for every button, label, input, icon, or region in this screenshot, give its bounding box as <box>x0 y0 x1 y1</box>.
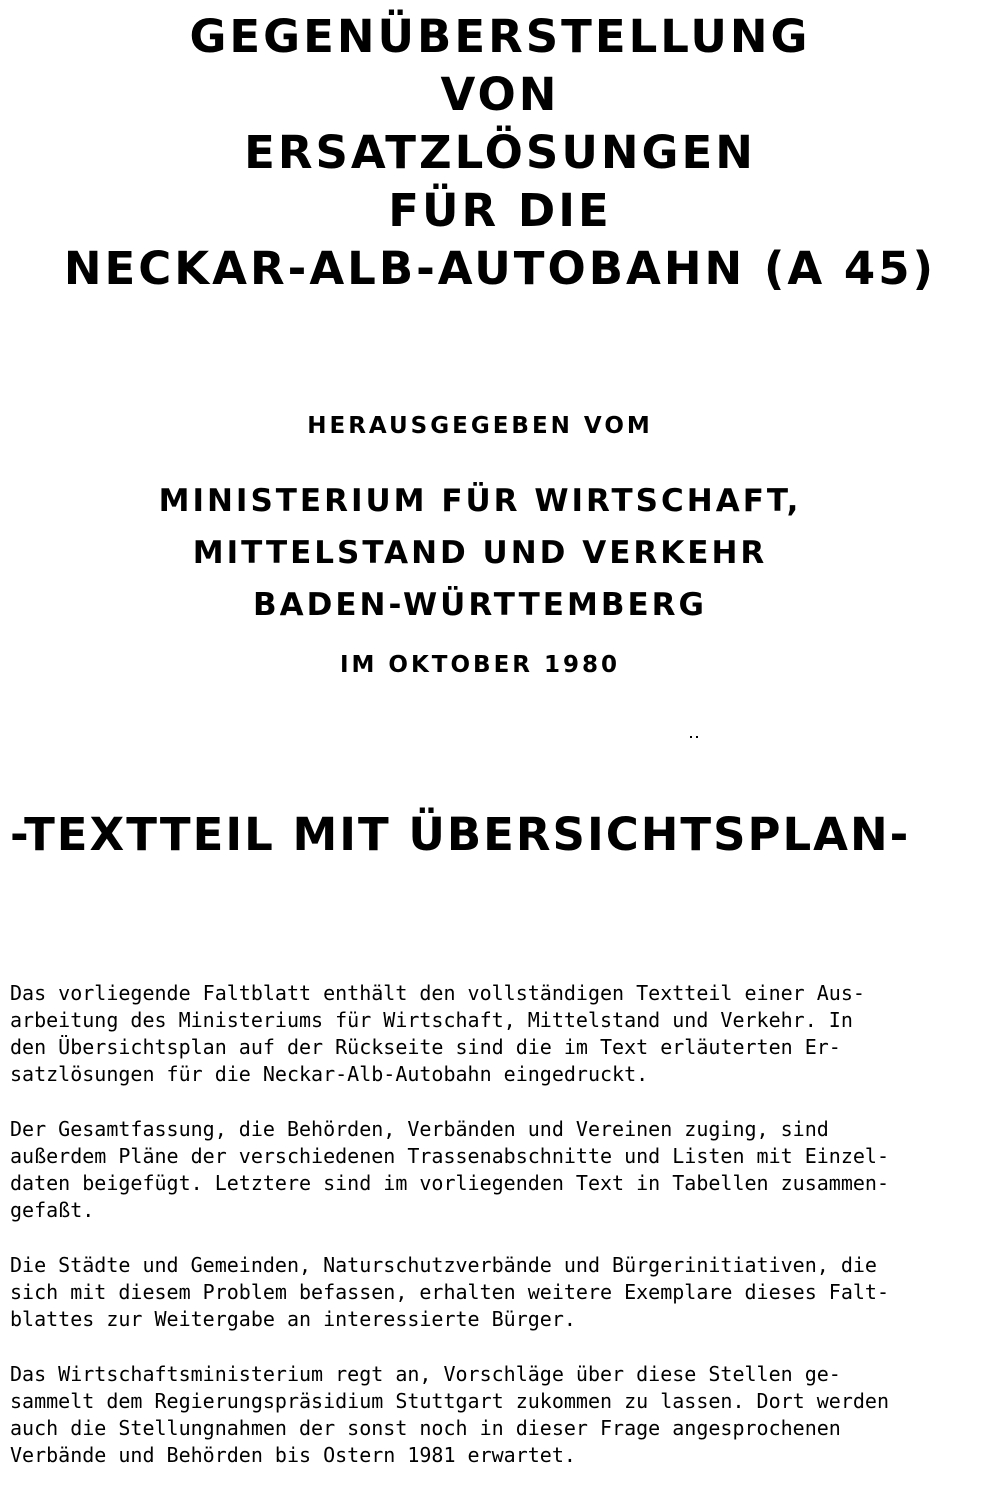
text-line: Das vorliegende Faltblatt enthält den vollständigen Textteil einer Aus- <box>10 981 865 1005</box>
text-line: blattes zur Weitergabe an interessierte Bürger. <box>10 1307 576 1331</box>
text-line: arbeitung des Ministeriums für Wirtschaft, Mittelstand und Verkehr. In <box>10 1008 853 1032</box>
publisher-line: BADEN-WÜRTTEMBERG <box>253 587 707 623</box>
text-line: daten beigefügt. Letztere sind im vorliegenden Text in Tabellen zusammen- <box>10 1171 889 1195</box>
text-line: auch die Stellungnahmen der sonst noch in dieser Frage angesprochenen <box>10 1416 841 1440</box>
publisher-line: MINISTERIUM FÜR WIRTSCHAFT, <box>158 483 802 519</box>
title-line: GEGENÜBERSTELLUNG <box>189 10 811 63</box>
title-line: FÜR DIE <box>388 184 612 237</box>
print-speck <box>690 736 699 739</box>
text-line: den Übersichtsplan auf der Rückseite sind die im Text erläuterten Er- <box>10 1035 841 1059</box>
text-line: sammelt dem Regierungspräsidium Stuttgart zukommen zu lassen. Dort werden <box>10 1389 889 1413</box>
publication-date: IM OKTOBER 1980 <box>339 652 621 678</box>
publisher-name <box>0 475 960 631</box>
paragraph <box>10 1361 990 1469</box>
text-line: Verbände und Behörden bis Ostern 1981 erwartet. <box>10 1443 576 1467</box>
paragraph <box>10 980 990 1088</box>
text-line: sich mit diesem Problem befassen, erhalten weitere Exemplare dieses Falt- <box>10 1280 889 1304</box>
text-line: gefaßt. <box>10 1198 95 1222</box>
text-line: satzlösungen für die Neckar-Alb-Autobahn eingedruckt. <box>10 1062 649 1086</box>
text-line: außerdem Pläne der verschiedenen Trassenabschnitte und Listen mit Einzel- <box>10 1144 889 1168</box>
text-line: Der Gesamtfassung, die Behörden, Verbänden und Vereinen zuging, sind <box>10 1117 829 1141</box>
title-line: NECKAR-ALB-AUTOBAHN (A 45) <box>63 242 937 295</box>
title-line: ERSATZLÖSUNGEN <box>244 126 756 179</box>
title-line: VON <box>440 68 560 121</box>
section-heading: -TEXTTEIL MIT ÜBERSICHTSPLAN- <box>10 808 911 861</box>
paragraph <box>10 1116 990 1224</box>
publisher-line: MITTELSTAND UND VERKEHR <box>192 535 768 571</box>
text-line: Das Wirtschaftsministerium regt an, Vorschläge über diese Stellen ge- <box>10 1362 841 1386</box>
publisher-intro: HERAUSGEGEBEN VOM <box>307 413 653 439</box>
body-text <box>10 980 990 1497</box>
paragraph <box>10 1252 990 1333</box>
document-title <box>0 8 1000 298</box>
text-line: Die Städte und Gemeinden, Naturschutzverbände und Bürgerinitiativen, die <box>10 1253 877 1277</box>
